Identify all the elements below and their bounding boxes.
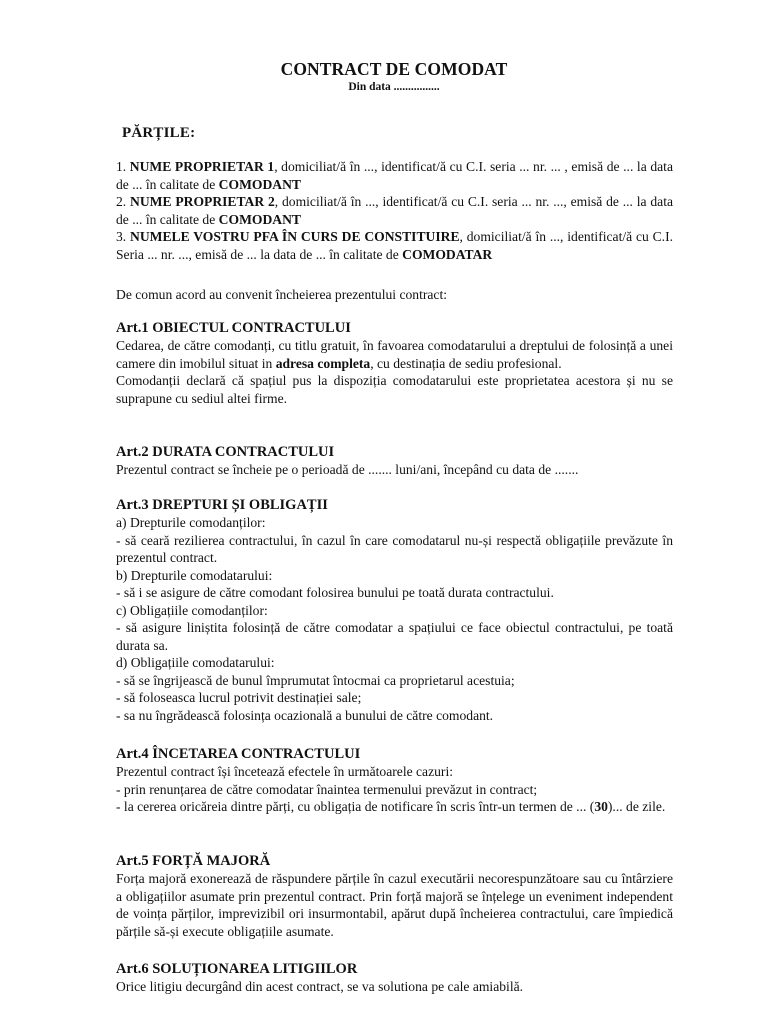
article-6-heading: Art.6 SOLUȚIONAREA LITIGIILOR (116, 961, 358, 977)
address-placeholder: adresa completa (275, 355, 371, 371)
party-2-role: COMODANT (218, 211, 301, 227)
parties-heading: PĂRȚILE: (122, 125, 196, 141)
article-4 (116, 745, 673, 816)
article-3-line: - să se îngrijească de bunul împrumutat întocmai ca proprietarul acestuia; (116, 672, 515, 688)
article-3-line: - să i se asigure de către comodant folosirea bunului pe toată durata contractului. (116, 585, 554, 600)
article-3-line: - să asigure liniștita folosință de către comodatar a spațiului ce face obiectul contractului, pe toată durata sa. (116, 620, 673, 653)
party-1-role: COMODANT (218, 176, 301, 192)
article-6 (116, 960, 673, 996)
article-3-line: a) Drepturile comodanților: (116, 515, 266, 530)
article-3-line: - să ceară rezilierea contractului, în cazul în care comodatarul nu-și respectă obligațiile prevăzute în prezentul contract. (116, 532, 673, 565)
party-3-name: NUMELE VOSTRU PFA ÎN CURS DE CONSTITUIRE (130, 229, 460, 244)
article-3-line: - să foloseasca lucrul potrivit destinației sale; (116, 690, 362, 705)
document-title: CONTRACT DE COMODAT (280, 59, 508, 79)
article-3-heading: Art.3 DREPTURI ȘI OBLIGAȚII (116, 497, 328, 513)
article-6-paragraph: Orice litigiu decurgând din acest contract, se va solutiona pe cale amiabilă. (116, 979, 524, 994)
article-1-paragraph: Cedarea, de către comodanți, cu titlu gratuit, în favoarea comodatarului a dreptului de folosință a unei camere din imobilul situat in adresa completa, cu destinația de sediu profesional. (116, 338, 673, 371)
article-2-heading: Art.2 DURATA CONTRACTULUI (116, 444, 335, 460)
article-5 (116, 852, 673, 940)
article-3-line: - sa nu îngrădească folosința ocazională a bunului de către comodant. (116, 707, 494, 723)
party-3: 3. NUMELE VOSTRU PFA ÎN CURS DE CONSTITUIRE, domiciliat/ă în ..., identificat/ă cu C.I. Seria ... nr. ..., emisă de ... la data de ... în calitate de COMODATAR (116, 229, 673, 262)
article-5-paragraph: Forța majoră exonerează de răspundere părțile în cazul executării necorespunzătoare sau cu întârziere a obligațiilor asumate prin prezentul contract. Prin forță majoră se înțelege un eveniment independent de voința părților, imprevizibil ori insurmontabil, apărut după încheierea contractului, care împiedică părțile să-și execute obligațiile asumate. (116, 871, 673, 939)
intro-paragraph: De comun acord au convenit încheierea prezentului contract: (116, 287, 448, 302)
article-1-paragraph-2: Comodanții declară că spațiul pus la dispoziția comodatarului este proprietatea acestora și nu se suprapune cu sediul altei firme. (116, 373, 673, 406)
article-3-line: d) Obligațiile comodatarului: (116, 655, 275, 670)
document-date: Din data ................ (348, 81, 440, 93)
party-1-name: NUME PROPRIETAR 1 (129, 159, 275, 174)
party-2-name: NUME PROPRIETAR 2 (130, 194, 275, 209)
article-3 (116, 496, 673, 724)
party-3-role: COMODATAR (402, 246, 493, 262)
article-2 (116, 443, 673, 479)
article-4-heading: Art.4 ÎNCETAREA CONTRACTULUI (116, 746, 361, 762)
article-1-heading: Art.1 OBIECTUL CONTRACTULUI (116, 320, 351, 336)
article-2-paragraph: Prezentul contract se încheie pe o perioadă de ....... luni/ani, începând cu data de ....... (116, 462, 579, 477)
article-4-line: - la cererea oricăreia dintre părți, cu obligația de notificare în scris într-un termen de ... (30)... de zile. (116, 799, 666, 814)
notice-days: 30 (594, 799, 608, 814)
party-2: 2. NUME PROPRIETAR 2, domiciliat/ă în ..., identificat/ă cu C.I. seria ... nr. ..., emisă de ... la data de ... în calitate de COMODANT (116, 194, 674, 227)
article-4-line: Prezentul contract își încetează efectele în următoarele cazuri: (116, 764, 454, 779)
article-4-line: - prin renunțarea de către comodatar înaintea termenului prevăzut in contract; (116, 781, 538, 797)
parties-list (116, 158, 673, 263)
article-3-line: b) Drepturile comodatarului: (116, 567, 273, 583)
article-1 (116, 319, 673, 407)
article-3-line: c) Obligațiile comodanților: (116, 602, 268, 618)
article-5-heading: Art.5 FORȚĂ MAJORĂ (116, 853, 271, 869)
party-1: 1. NUME PROPRIETAR 1, domiciliat/ă în ..., identificat/ă cu C.I. seria ... nr. ... , emisă de ... la data de ... în calitate de COMODANT (116, 159, 673, 192)
